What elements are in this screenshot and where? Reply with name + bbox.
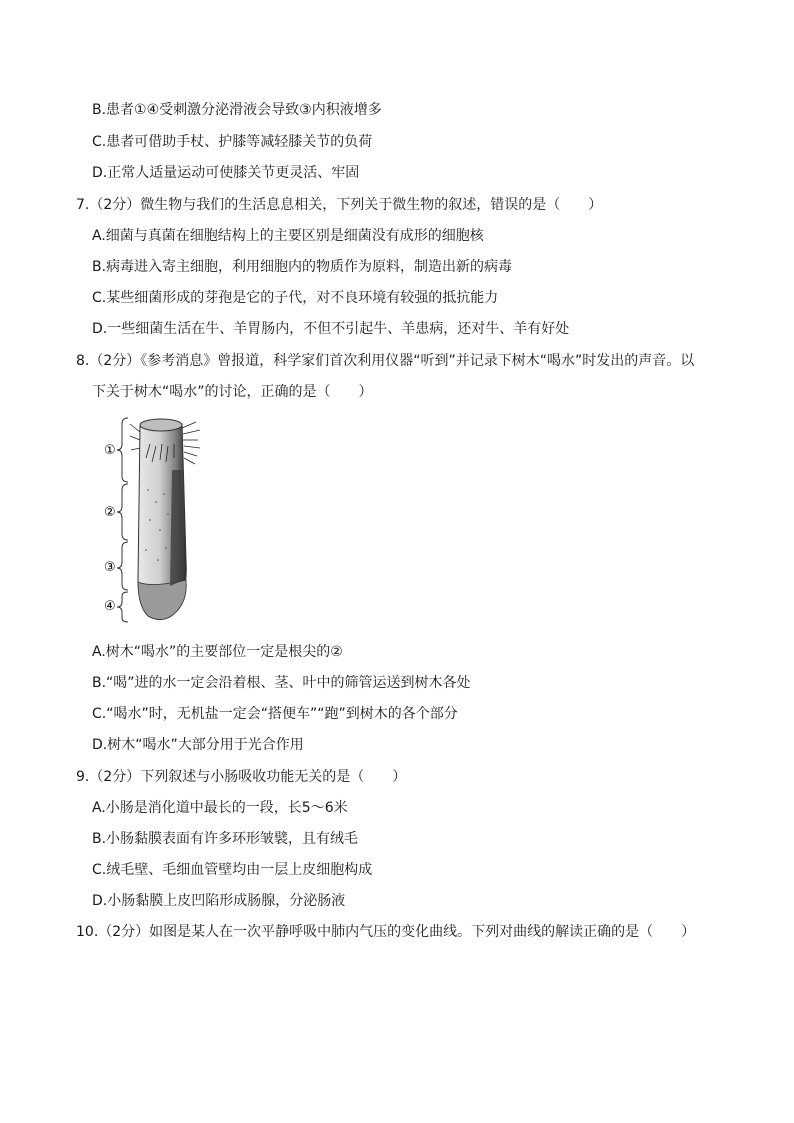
q7-option-a: A.细菌与真菌在细胞结构上的主要区别是细菌没有成形的细胞核 <box>92 228 484 244</box>
q8-option-b: B.“喝”进的水一定会沿着根、茎、叶中的筛管运送到树木各处 <box>92 675 471 691</box>
q8-option-c: C.“喝水”时，无机盐一定会“搭便车”“跑”到树木的各个部分 <box>92 706 458 722</box>
root-top <box>140 419 182 431</box>
q6-option-c: C.患者可借助手杖、护膝等减轻膝关节的负荷 <box>92 134 373 150</box>
q9-option-c: C.绒毛壁、毛细血管壁均由一层上皮细胞构成 <box>92 862 373 878</box>
marker-4: ④ <box>104 599 116 614</box>
q9-option-d: D.小肠黏膜上皮凹陷形成肠腺，分泌肠液 <box>92 893 346 909</box>
q6-option-b: B.患者①④受刺激分泌滑液会导致③内积液增多 <box>92 102 382 118</box>
region-braces <box>117 418 128 622</box>
q7-option-b: B.病毒进入寄主细胞，利用细胞内的物质作为原料，制造出新的病毒 <box>92 259 513 275</box>
q9-stem: 9.（2分）下列叙述与小肠吸收功能无关的是（ ） <box>76 769 407 785</box>
q7-stem: 7.（2分）微生物与我们的生活息息相关，下列关于微生物的叙述，错误的是（ ） <box>76 197 603 213</box>
q8-option-a: A.树木“喝水”的主要部位一定是根尖的② <box>92 644 343 660</box>
q7-option-c: C.某些细菌形成的芽孢是它的子代，对不良环境有较强的抵抗能力 <box>92 290 499 306</box>
q8-stem-line1: 8.（2分）《参考消息》曾报道，科学家们首次利用仪器“听到”并记录下树木“喝水”时发出的声音。以 <box>76 353 695 369</box>
root-core <box>170 470 184 586</box>
q6-option-d: D.正常人适量运动可使膝关节更灵活、牢固 <box>92 165 360 181</box>
q9-option-b: B.小肠黏膜表面有许多环形皱襞，且有绒毛 <box>92 831 359 847</box>
q10-stem: 10.（2分）如图是某人在一次平静呼吸中肺内气压的变化曲线。下列对曲线的解读正确的是（ ） <box>76 924 696 940</box>
q9-option-a: A.小肠是消化道中最长的一段，长5～6米 <box>92 800 348 816</box>
root-cap <box>138 580 186 620</box>
marker-2: ② <box>104 505 116 520</box>
q7-option-d: D.一些细菌生活在牛、羊胃肠内，不但不引起牛、羊患病，还对牛、羊有好处 <box>92 321 570 337</box>
root-tip-figure <box>100 410 230 632</box>
q8-option-d: D.树木“喝水”大部分用于光合作用 <box>92 737 304 753</box>
marker-3: ③ <box>104 560 116 575</box>
marker-1: ① <box>104 443 116 458</box>
root-tip-drawing <box>100 410 230 632</box>
q8-stem-line2: 下关于树木“喝水”的讨论，正确的是（ ） <box>92 384 373 400</box>
